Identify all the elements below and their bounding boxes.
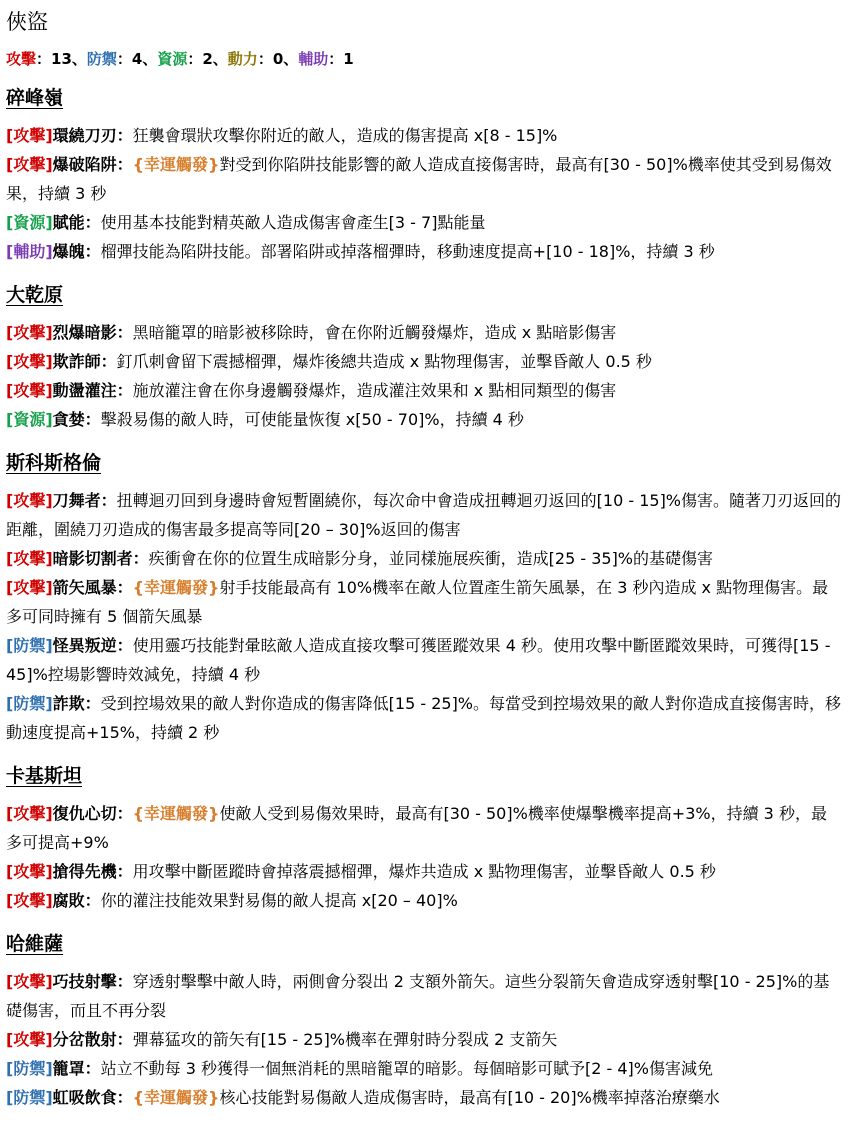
stat-support-value: ：1 [328, 50, 354, 68]
entry-name: 搶得先機： [52, 862, 133, 881]
entry-name: 爆破陷阱： [52, 155, 133, 174]
entry-name: 動盪灌注： [52, 381, 133, 400]
aspect-entry [6, 886, 841, 915]
lucky-hit-tag: {幸運觸發} [132, 578, 220, 597]
entry-name: 刀舞者： [52, 491, 117, 510]
entry-name: 分岔散射： [52, 1030, 133, 1049]
entry-description: 對受到你陷阱技能影響的敵人造成直接傷害時，最高有[30 - 50]%機率使其受到易傷效果，持續 3 秒 [6, 155, 832, 203]
aspect-entry [6, 799, 841, 857]
entry-name: 詐欺： [52, 694, 101, 713]
entry-description: 核心技能對易傷敵人造成傷害時，最高有[10 - 20]%機率掉落治療藥水 [219, 1088, 720, 1107]
entry-name: 環繞刀刃： [52, 126, 133, 145]
entry-type-tag: [攻擊] [6, 891, 53, 910]
entry-name: 欺詐師： [52, 352, 117, 371]
stat-power-label: 動力 [227, 50, 258, 68]
sections-container [6, 83, 841, 1112]
entry-type-tag: [攻擊] [6, 1030, 53, 1049]
entry-type-tag: [資源] [6, 213, 53, 232]
page-title: 俠盜 [6, 10, 48, 34]
stat-defense-label: 防禦 [86, 50, 117, 68]
entry-type-tag: [攻擊] [6, 323, 53, 342]
aspect-entry [6, 967, 841, 1025]
entry-name: 巧技射擊： [52, 972, 133, 991]
entry-type-tag: [攻擊] [6, 155, 53, 174]
entry-description: 黑暗籠罩的暗影被移除時，會在你附近觸發爆炸，造成 x 點暗影傷害 [132, 323, 617, 342]
entry-description: 施放灌注會在你身邊觸發爆炸，造成灌注效果和 x 點相同類型的傷害 [132, 381, 617, 400]
aspect-entry [6, 573, 841, 631]
entry-description: 射手技能最高有 10%機率在敵人位置產生箭矢風暴，在 3 秒內造成 x 點物理傷害。最多可同時擁有 5 個箭矢風暴 [6, 578, 829, 626]
entry-type-tag: [攻擊] [6, 126, 53, 145]
aspect-entry [6, 486, 841, 544]
entry-description: 用攻擊中斷匿蹤時會掉落震撼榴彈，爆炸共造成 x 點物理傷害，並擊昏敵人 0.5 秒 [132, 862, 716, 881]
entry-name: 貪婪： [52, 410, 101, 429]
aspect-entry [6, 376, 841, 405]
aspect-entry [6, 689, 841, 747]
entry-type-tag: [攻擊] [6, 804, 53, 823]
aspect-entry [6, 150, 841, 208]
entry-type-tag: [防禦] [6, 1059, 53, 1078]
entry-type-tag: [攻擊] [6, 972, 53, 991]
aspect-entry [6, 347, 841, 376]
entry-description: 受到控場效果的敵人對你造成的傷害降低[15 - 25]%。每當受到控場效果的敵人對你造成直接傷害時，移動速度提高+15%，持續 2 秒 [6, 694, 842, 742]
entry-description: 疾衝會在你的位置生成暗影分身，並同樣施展疾衝，造成[25 - 35]%的基礎傷害 [148, 549, 714, 568]
entry-description: 擊殺易傷的敵人時，可使能量恢復 x[50 - 70]%，持續 4 秒 [100, 410, 524, 429]
lucky-hit-tag: {幸運觸發} [132, 1088, 220, 1107]
section-title: 哈維薩 [6, 933, 64, 955]
section-title: 卡基斯坦 [6, 765, 83, 787]
aspect-entry [6, 208, 841, 237]
entry-type-tag: [資源] [6, 410, 53, 429]
entry-description: 使用基本技能對精英敵人造成傷害會產生[3 - 7]點能量 [100, 213, 486, 232]
entry-type-tag: [攻擊] [6, 381, 53, 400]
stat-attack-value: ：13、 [36, 50, 87, 68]
entry-type-tag: [防禦] [6, 694, 53, 713]
entry-description: 狂襲會環狀攻擊你附近的敵人，造成的傷害提高 x[8 - 15]% [132, 126, 558, 145]
section-title: 斯科斯格倫 [6, 452, 102, 474]
aspect-entry [6, 121, 841, 150]
entry-name: 烈爆暗影： [52, 323, 133, 342]
entry-type-tag: [攻擊] [6, 491, 53, 510]
entry-description: 使用靈巧技能對暈眩敵人造成直接攻擊可獲匿蹤效果 4 秒。使用攻擊中斷匿蹤效果時，可獲得[15 - 45]%控場影響時效減免，持續 4 秒 [6, 636, 831, 684]
entry-name: 賦能： [52, 213, 101, 232]
entry-description: 榴彈技能為陷阱技能。部署陷阱或掉落榴彈時，移動速度提高+[10 - 18]%，持續 3 秒 [100, 242, 715, 261]
entry-name: 暗影切割者： [52, 549, 149, 568]
entry-description: 釘爪刺會留下震撼榴彈，爆炸後總共造成 x 點物理傷害，並擊昏敵人 0.5 秒 [116, 352, 652, 371]
entry-name: 怪異叛逆： [52, 636, 133, 655]
entry-description: 站立不動每 3 秒獲得一個無消耗的黑暗籠罩的暗影。每個暗影可賦予[2 - 4]%傷害減免 [100, 1059, 714, 1078]
entry-description: 使敵人受到易傷效果時，最高有[30 - 50]%機率使爆擊機率提高+3%，持續 3 秒，最多可提高+9% [6, 804, 827, 852]
entry-name: 爆魄： [52, 242, 101, 261]
entry-description: 你的灌注技能效果對易傷的敵人提高 x[20 – 40]% [100, 891, 458, 910]
section-title: 大乾原 [6, 284, 64, 306]
entry-type-tag: [攻擊] [6, 352, 53, 371]
aspect-entry [6, 1083, 841, 1112]
aspect-entry [6, 237, 841, 266]
aspect-entry [6, 1025, 841, 1054]
entry-name: 箭矢風暴： [52, 578, 133, 597]
entry-type-tag: [攻擊] [6, 549, 53, 568]
stat-resource-value: ：2、 [187, 50, 228, 68]
aspect-entry [6, 318, 841, 347]
entry-description: 彈幕猛攻的箭矢有[15 - 25]%機率在彈射時分裂成 2 支箭矢 [132, 1030, 558, 1049]
aspect-entry [6, 1054, 841, 1083]
aspect-entry [6, 544, 841, 573]
entry-type-tag: [防禦] [6, 1088, 53, 1107]
entry-name: 籠罩： [52, 1059, 101, 1078]
entry-description: 穿透射擊擊中敵人時，兩側會分裂出 2 支額外箭矢。這些分裂箭矢會造成穿透射擊[10 - 25]%的基礎傷害，而且不再分裂 [6, 972, 830, 1020]
stat-defense-value: ：4、 [116, 50, 158, 68]
entry-name: 虹吸飲食： [52, 1088, 133, 1107]
entry-type-tag: [攻擊] [6, 862, 53, 881]
aspect-entry [6, 631, 841, 689]
stat-attack-label: 攻擊 [6, 50, 37, 68]
stat-support-label: 輔助 [298, 50, 329, 68]
entry-type-tag: [防禦] [6, 636, 53, 655]
lucky-hit-tag: {幸運觸發} [132, 155, 220, 174]
section-title: 碎峰嶺 [6, 87, 64, 109]
entry-type-tag: [輔助] [6, 242, 53, 261]
entry-description: 扭轉迴刃回到身邊時會短暫圍繞你，每次命中會造成扭轉迴刃返回的[10 - 15]%傷害。隨著刀刃返回的距離，圍繞刀刃造成的傷害最多提高等同[20 – 30]%返回的傷害 [6, 491, 842, 539]
lucky-hit-tag: {幸運觸發} [132, 804, 220, 823]
aspect-entry [6, 405, 841, 434]
stat-power-value: ：0、 [257, 50, 299, 68]
aspect-entry [6, 857, 841, 886]
stat-summary [6, 48, 841, 69]
stat-resource-label: 資源 [157, 50, 188, 68]
entry-name: 復仇心切： [52, 804, 133, 823]
entry-type-tag: [攻擊] [6, 578, 53, 597]
entry-name: 腐敗： [52, 891, 101, 910]
